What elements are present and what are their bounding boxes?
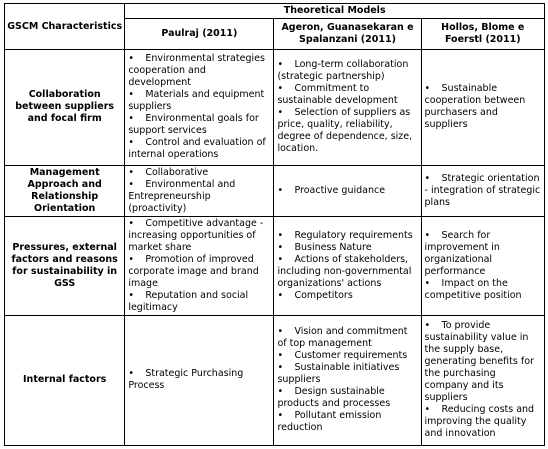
bullet-list bbox=[424, 230, 542, 302]
table-cell bbox=[274, 49, 421, 165]
bullet-list bbox=[424, 83, 542, 131]
table-cell bbox=[125, 216, 274, 315]
bullet-icon: • bbox=[128, 137, 134, 148]
list-item-text: Design sustainable products and processes bbox=[277, 386, 391, 409]
bullet-icon: • bbox=[277, 362, 284, 373]
list-item-text: Reputation and social legitimacy bbox=[128, 289, 249, 313]
list-item bbox=[424, 230, 542, 278]
list-item bbox=[276, 83, 418, 107]
list-item bbox=[127, 254, 271, 290]
table-cell bbox=[125, 49, 274, 165]
list-item-text: Materials and equipment suppliers bbox=[128, 89, 265, 112]
list-item-text: Proactive guidance bbox=[294, 184, 386, 196]
bullet-icon: • bbox=[277, 241, 284, 253]
bullet-icon: • bbox=[277, 386, 284, 397]
list-item bbox=[276, 410, 418, 434]
list-item-text: Strategic orientation - integration of strategic plans bbox=[424, 172, 541, 208]
group-header: Theoretical Models bbox=[125, 4, 545, 19]
model-header-hollos: Hollos, Blome e Foerstl (2011) bbox=[421, 18, 544, 49]
bullet-icon: • bbox=[128, 53, 134, 64]
list-item-text: Environmental strategies cooperation and development bbox=[128, 53, 265, 88]
list-item-text: Search for improvement in organizational performance bbox=[424, 229, 500, 277]
list-item bbox=[276, 350, 418, 362]
list-item-text: Environmental and Entrepreneurship (proactivity) bbox=[128, 178, 236, 214]
bullet-list bbox=[127, 53, 271, 161]
bullet-icon: • bbox=[128, 217, 134, 229]
bullet-icon: • bbox=[277, 350, 284, 361]
table-row bbox=[5, 165, 545, 216]
bullet-icon: • bbox=[424, 404, 431, 415]
list-item bbox=[127, 167, 271, 179]
list-item bbox=[127, 218, 271, 254]
bullet-list bbox=[127, 218, 271, 314]
list-item-text: Strategic Purchasing Process bbox=[128, 368, 244, 391]
bullet-icon: • bbox=[277, 184, 284, 196]
list-item bbox=[127, 290, 271, 314]
list-item-text: Long-term collaboration (strategic partnership) bbox=[277, 59, 409, 82]
table-cell bbox=[125, 165, 274, 216]
list-item bbox=[424, 173, 542, 209]
bullet-icon: • bbox=[277, 59, 284, 70]
list-item-text: Impact on the competitive position bbox=[424, 277, 522, 301]
table-row bbox=[5, 315, 545, 445]
list-item bbox=[276, 362, 418, 386]
list-item-text: Collaborative bbox=[145, 166, 209, 178]
bullet-icon: • bbox=[424, 320, 431, 331]
bullet-icon: • bbox=[277, 253, 284, 265]
list-item-text: Pollutant emission reduction bbox=[277, 410, 382, 433]
list-item bbox=[127, 179, 271, 215]
list-item bbox=[127, 113, 271, 137]
list-item-text: Commitment to sustainable development bbox=[277, 83, 398, 106]
list-item-text: Sustainable initiatives suppliers bbox=[277, 362, 400, 385]
model-header-ageron: Ageron, Guanasekaran e Spalanzani (2011) bbox=[274, 18, 421, 49]
bullet-icon: • bbox=[128, 368, 134, 379]
table-cell bbox=[421, 315, 544, 445]
list-item bbox=[276, 230, 418, 242]
table-row bbox=[5, 216, 545, 315]
list-item bbox=[276, 185, 418, 197]
list-item bbox=[276, 254, 418, 290]
bullet-icon: • bbox=[128, 166, 134, 178]
gscm-table bbox=[4, 3, 545, 446]
list-item bbox=[276, 386, 418, 410]
bullet-icon: • bbox=[424, 172, 431, 184]
bullet-icon: • bbox=[128, 289, 134, 301]
list-item-text: To provide sustainability value in the supply base, generating benefits for the purchasing company and its suppliers bbox=[424, 320, 534, 403]
list-item-text: Selection of suppliers as price, quality, reliability, degree of dependence, size, location. bbox=[277, 107, 413, 154]
list-item-text: Promotion of improved corporate image and brand image bbox=[128, 253, 259, 289]
corner-header: GSCM Characteristics bbox=[5, 4, 125, 50]
bullet-icon: • bbox=[128, 253, 134, 265]
list-item bbox=[276, 59, 418, 83]
table-cell bbox=[421, 165, 544, 216]
list-item-text: Vision and commitment of top management bbox=[277, 326, 408, 349]
bullet-icon: • bbox=[424, 83, 431, 94]
bullet-list bbox=[424, 320, 542, 440]
list-item-text: Competitive advantage - increasing opportunities of market share bbox=[128, 217, 264, 253]
bullet-list bbox=[276, 230, 418, 302]
list-item bbox=[127, 89, 271, 113]
bullet-list bbox=[127, 368, 271, 392]
list-item-text: Business Nature bbox=[294, 241, 372, 253]
list-item-text: Competitors bbox=[294, 289, 353, 301]
table-row bbox=[5, 49, 545, 165]
list-item-text: Actions of stakeholders, including non-governmental organizations' actions bbox=[277, 253, 412, 289]
list-item-text: Sustainable cooperation between purchasers and suppliers bbox=[424, 83, 526, 130]
table-cell bbox=[421, 216, 544, 315]
bullet-icon: • bbox=[277, 83, 284, 94]
list-item bbox=[276, 326, 418, 350]
bullet-list bbox=[276, 326, 418, 434]
row-header: Collaboration between suppliers and focal firm bbox=[5, 49, 125, 165]
list-item bbox=[127, 368, 271, 392]
list-item-text: Regulatory requirements bbox=[294, 229, 413, 241]
table-cell bbox=[274, 216, 421, 315]
row-header: Pressures, external factors and reasons for sustainability in GSS bbox=[5, 216, 125, 315]
list-item-text: Environmental goals for support services bbox=[128, 113, 259, 136]
list-item-text: Control and evaluation of internal operations bbox=[128, 137, 266, 160]
bullet-icon: • bbox=[128, 113, 134, 124]
bullet-icon: • bbox=[128, 89, 134, 100]
list-item bbox=[127, 137, 271, 161]
row-header: Management Approach and Relationship Orientation bbox=[5, 165, 125, 216]
list-item bbox=[276, 107, 418, 155]
list-item bbox=[127, 53, 271, 89]
bullet-list bbox=[276, 185, 418, 197]
bullet-icon: • bbox=[277, 326, 284, 337]
bullet-icon: • bbox=[128, 178, 134, 190]
bullet-list bbox=[276, 59, 418, 155]
bullet-icon: • bbox=[424, 229, 431, 241]
list-item-text: Customer requirements bbox=[294, 350, 408, 361]
table-cell bbox=[274, 315, 421, 445]
list-item-text: Reducing costs and improving the quality and innovation bbox=[424, 404, 535, 439]
bullet-list bbox=[424, 173, 542, 209]
bullet-icon: • bbox=[277, 289, 284, 301]
list-item bbox=[424, 83, 542, 131]
bullet-icon: • bbox=[277, 410, 284, 421]
list-item bbox=[424, 278, 542, 302]
table-cell bbox=[421, 49, 544, 165]
list-item bbox=[424, 320, 542, 404]
bullet-icon: • bbox=[277, 229, 284, 241]
table-cell bbox=[274, 165, 421, 216]
table-cell bbox=[125, 315, 274, 445]
list-item bbox=[276, 242, 418, 254]
model-header-paulraj: Paulraj (2011) bbox=[125, 18, 274, 49]
bullet-icon: • bbox=[424, 277, 431, 289]
bullet-list bbox=[127, 167, 271, 215]
bullet-icon: • bbox=[277, 107, 284, 118]
list-item bbox=[424, 404, 542, 440]
row-header: Internal factors bbox=[5, 315, 125, 445]
list-item bbox=[276, 290, 418, 302]
